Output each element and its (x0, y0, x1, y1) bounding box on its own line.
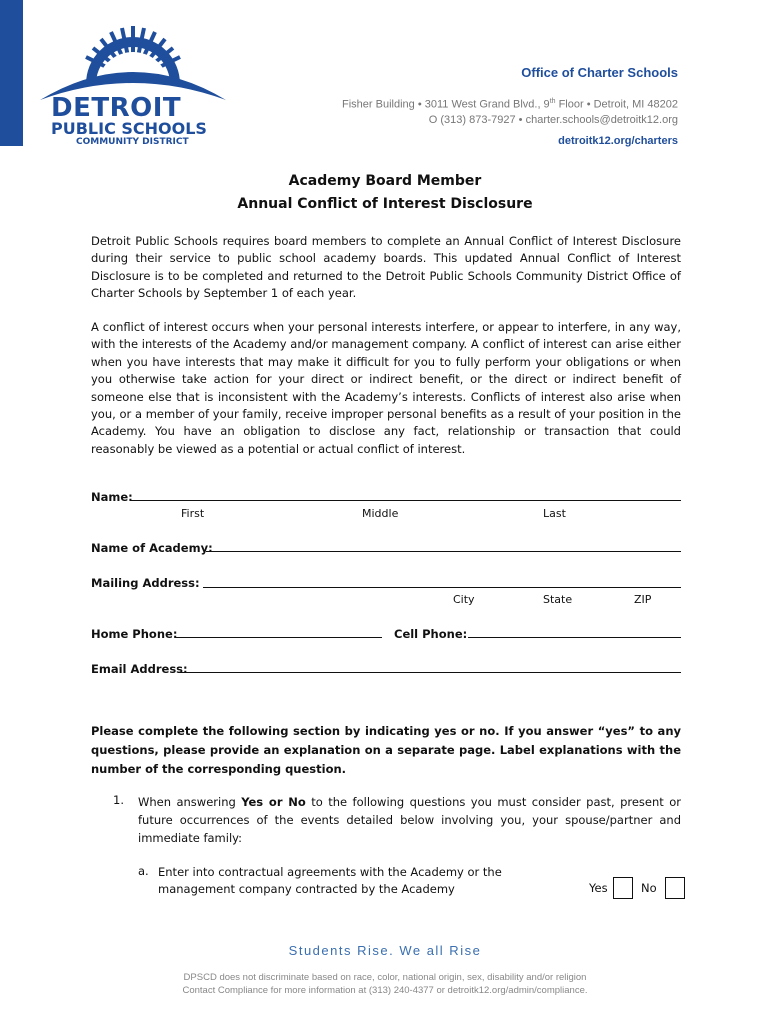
document-title-line1: Academy Board Member (288, 173, 482, 189)
academy-input-line[interactable] (206, 551, 681, 552)
home-phone-label: Home Phone: (91, 627, 178, 641)
yes-label: Yes (589, 881, 608, 895)
logo-detroit-text: DETROIT (51, 93, 182, 123)
footer-notice-nondiscrimination: DPSCD does not discriminate based on race, color, national origin, sex, disability and/or religion (183, 972, 587, 983)
question-1-number: 1. (113, 793, 124, 807)
email-label: Email Address: (91, 662, 188, 676)
name-first-caption: First (181, 507, 205, 520)
name-label: Name: (91, 490, 133, 504)
question-1-text: When answering Yes or No to the following questions you must consider past, present or future occurrences of the events detailed below involving you, your spouse/partner and immediate family: (138, 795, 682, 845)
question-1a-text: Enter into contractual agreements with the Academy or the management company contracted by the Academy (158, 865, 502, 896)
cell-phone-input-line[interactable] (468, 637, 681, 638)
intro-paragraph: Detroit Public Schools requires board members to complete an Annual Conflict of Interest Disclosure during their service to public school academy boards. This updated Annual Conflict of Interest Disclosure is to be completed and returned to the Detroit Public Schools Community District Office of Charter Schools by September 1 of each year. (91, 234, 681, 301)
document-title-line2: Annual Conflict of Interest Disclosure (237, 196, 533, 212)
office-title: Office of Charter Schools (521, 65, 678, 80)
mailing-address-input-line[interactable] (203, 587, 681, 588)
home-phone-input-line[interactable] (176, 637, 382, 638)
name-middle-caption: Middle (362, 507, 399, 520)
contact-line: O (313) 873-7927 • charter.schools@detroitk12.org (428, 113, 678, 126)
office-address (342, 94, 678, 128)
zip-caption: ZIP (634, 593, 652, 606)
academy-label: Name of Academy: (91, 541, 213, 555)
definition-paragraph: A conflict of interest occurs when your personal interests interfere, or appear to interfere, in any way, with the interests of the Academy and/or management company. A conflict of interest can arise either when you have interests that may make it difficult for you to fully perform your obligations or when you otherwise take action for your direct or indirect benefit, or the direct or indirect benefit of someone else that is inconsistent with the Academy’s interests. Conflicts of interest also arise when you, or a member of your family, receive improper personal benefits as a result of your position in the Academy. You have an obligation to disclose any fact, relationship or transaction that could reasonably be viewed as a potential or actual conflict of interest. (91, 320, 681, 456)
instructions-paragraph: Please complete the following section by indicating yes or no. If you answer “yes” to any questions, please provide an explanation on a separate page. Label explanations with the number of the corresponding question. (91, 724, 681, 776)
email-input-line[interactable] (178, 672, 681, 673)
footer-notice-compliance: Contact Compliance for more information at (313) 240-4377 or detroitk12.org/admin/compliance. (182, 985, 588, 996)
cell-phone-label: Cell Phone: (394, 627, 468, 641)
footer-tagline: Students Rise. We all Rise (288, 943, 482, 958)
sunrise-icon (38, 22, 228, 102)
state-caption: State (543, 593, 573, 606)
yes-checkbox[interactable] (613, 877, 633, 899)
question-1a-letter: a. (138, 864, 149, 878)
no-label: No (641, 881, 657, 895)
name-last-caption: Last (543, 507, 566, 520)
city-caption: City (453, 593, 475, 606)
name-input-line[interactable] (130, 500, 681, 501)
header-accent-bar (0, 0, 23, 146)
no-checkbox[interactable] (665, 877, 685, 899)
logo-community-district-text: COMMUNITY DISTRICT (76, 137, 189, 147)
mailing-address-label: Mailing Address: (91, 576, 200, 590)
address-line: Fisher Building • 3011 West Grand Blvd., 9th Floor • Detroit, MI 48202 (342, 98, 678, 111)
dpscd-logo (38, 22, 228, 150)
logo-public-schools-text: PUBLIC SCHOOLS (51, 119, 207, 138)
website-link[interactable]: detroitk12.org/charters (558, 135, 678, 147)
